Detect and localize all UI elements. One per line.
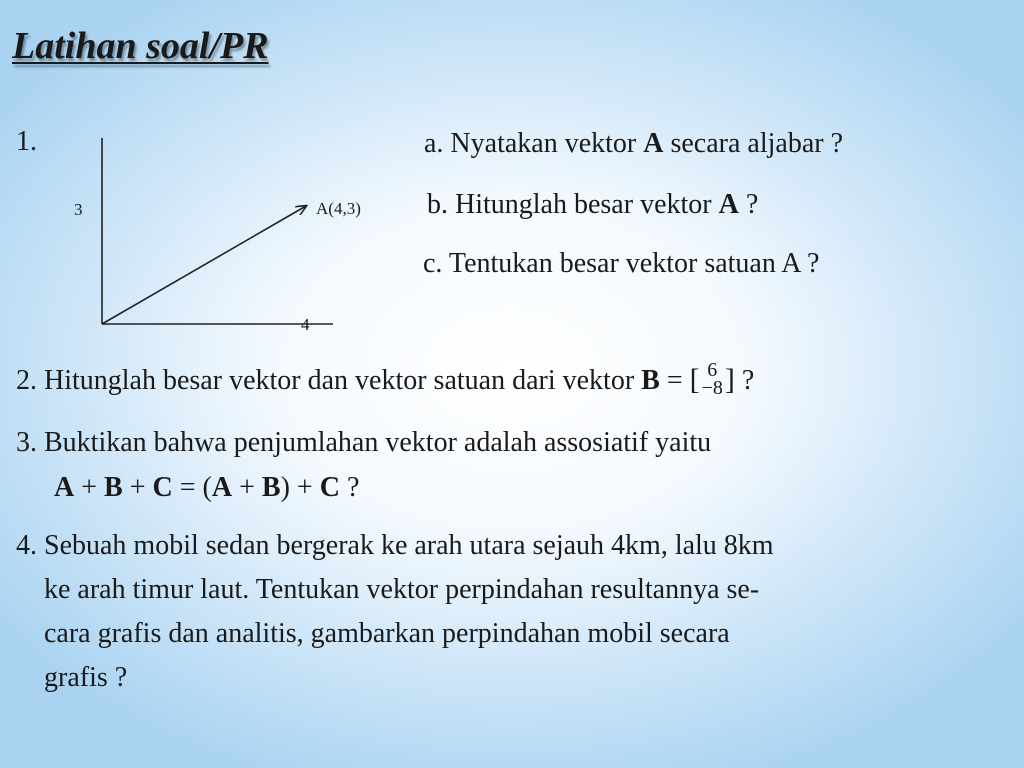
q4-line2: ke arah timur laut. Tentukan vektor perpindahan resultannya se-	[44, 574, 760, 605]
q4-line3: cara grafis dan analitis, gambarkan perpindahan mobil secara	[44, 618, 730, 649]
vector-a-arrow	[102, 206, 306, 324]
x-axis-label: 4	[301, 315, 310, 334]
q1-part-a: a. Nyatakan vektor A secara aljabar ?	[424, 128, 844, 159]
q2-text: 2. Hitunglah besar vektor dan vektor satuan dari vektor B = [ 6 −8 ] ?	[16, 358, 755, 399]
q3-line1: 3. Buktikan bahwa penjumlahan vektor adalah assosiatif yaitu	[16, 427, 712, 458]
q1-number: 1.	[16, 126, 37, 157]
point-a-label: A(4,3)	[316, 199, 361, 218]
q4-line4: grafis ?	[44, 662, 128, 693]
q1-part-b: b. Hitunglah besar vektor A ?	[427, 189, 759, 220]
q4-line1: 4. Sebuah mobil sedan bergerak ke arah utara sejauh 4km, lalu 8km	[16, 530, 774, 561]
vector-b-components: 6 −8	[701, 358, 723, 399]
q3-equation: A + B + C = (A + B) + C ?	[54, 472, 360, 503]
q1-part-c: c. Tentukan besar vektor satuan A ?	[423, 248, 820, 279]
y-axis-label: 3	[74, 200, 83, 219]
slide-title: Latihan soal/PR	[12, 25, 269, 67]
